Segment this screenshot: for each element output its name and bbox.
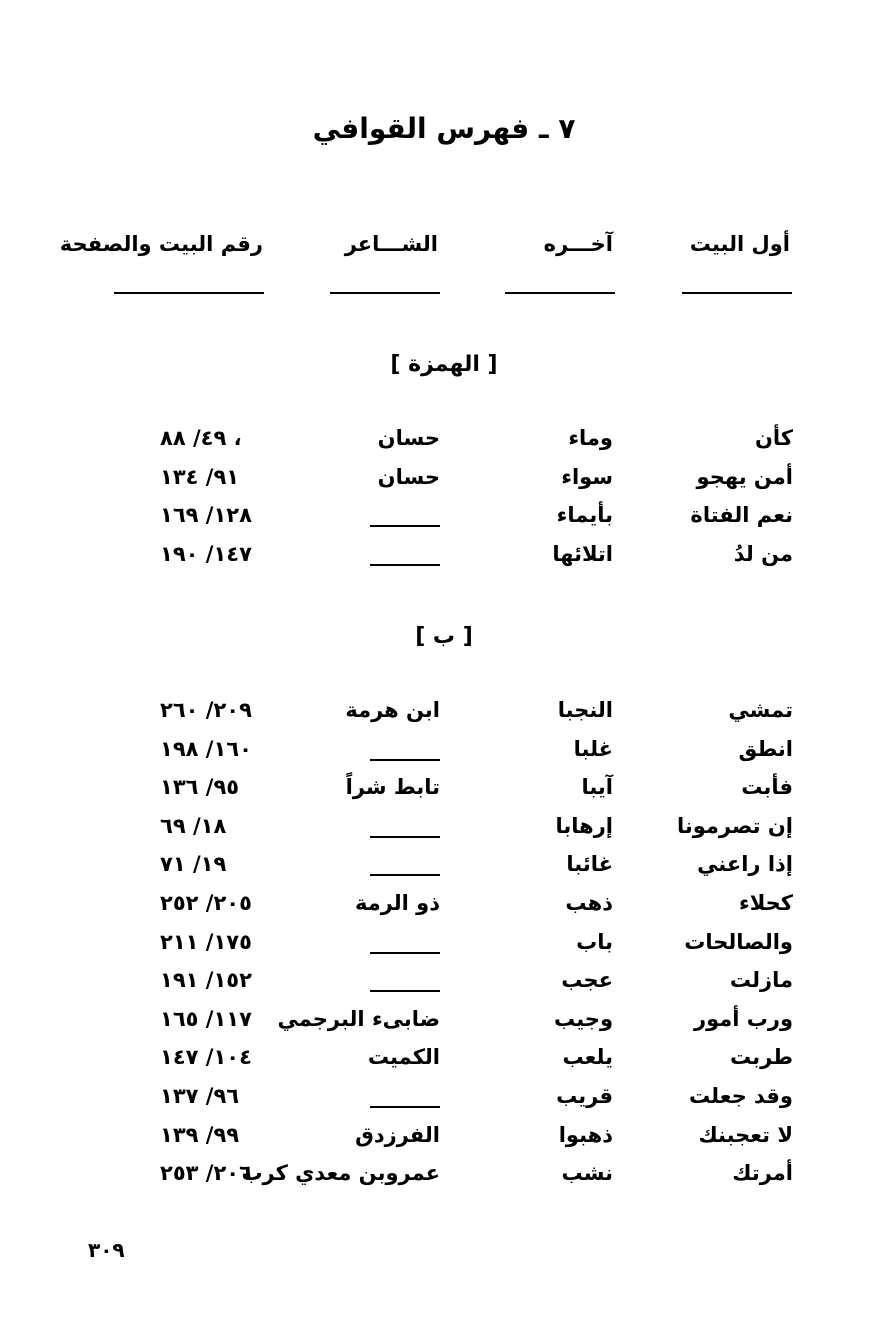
poet-name: حسان <box>377 464 440 489</box>
verse-start: والصالحات <box>684 929 793 954</box>
index-row <box>0 737 888 775</box>
verse-start: إن تصرمونا <box>676 813 793 838</box>
verse-end: غلبا <box>573 736 613 761</box>
poet-unknown-dash <box>370 836 440 838</box>
verse-end: وماء <box>568 426 613 450</box>
verse-start: كحلاء <box>738 891 793 915</box>
verse-end: قريب <box>556 1084 613 1108</box>
verse-page-ref: ٩٦/ ١٣٧ <box>160 1084 240 1108</box>
verse-page-ref: ٤٩/ ٨٨ ، <box>160 426 242 450</box>
verse-page-ref: ١٧٥/ ٢١١ <box>160 929 252 954</box>
verse-page-ref: ١٠٤/ ١٤٧ <box>160 1045 252 1070</box>
poet-unknown-dash <box>370 990 440 992</box>
verse-end: النجبا <box>557 698 613 722</box>
index-row <box>0 465 888 503</box>
section-heading: [ ب ] <box>415 624 473 649</box>
verse-page-ref: ٢٠٩/ ٢٦٠ <box>160 698 252 722</box>
index-row <box>0 542 888 580</box>
verse-end: عجب <box>561 968 613 993</box>
verse-page-ref: ٢٠٦/ ٢٥٣ <box>160 1161 252 1186</box>
poet-name: ابن هرمة <box>345 698 440 722</box>
verse-start: من لدُ <box>733 541 793 566</box>
index-row <box>0 426 888 464</box>
header-underline-first <box>682 292 792 294</box>
header-end-of-verse: آخـــره <box>543 232 613 256</box>
verse-start: أمن يهجو <box>696 464 793 489</box>
verse-start: انطق <box>738 736 793 761</box>
index-row <box>0 814 888 852</box>
poet-name: ذو الرمة <box>354 891 440 915</box>
poet-name: الكميت <box>367 1045 440 1070</box>
verse-end: آيبا <box>581 775 613 800</box>
verse-end: بأيماء <box>556 503 613 528</box>
index-row <box>0 698 888 736</box>
index-row <box>0 1007 888 1045</box>
verse-start: كأن <box>754 426 793 450</box>
poet-unknown-dash <box>370 952 440 954</box>
verse-page-ref: ١٨/ ٦٩ <box>160 813 227 838</box>
page-title: ٧ ـ فهرس القوافي <box>312 112 576 145</box>
header-verse-and-page: رقم البيت والصفحة <box>59 232 263 256</box>
poet-name: ضابىء البرجمي <box>277 1006 440 1031</box>
verse-end: باب <box>576 929 613 954</box>
header-first-of-verse: أول البيت <box>689 232 790 256</box>
verse-start: فأبت <box>741 775 793 800</box>
verse-end: ذهب <box>565 891 613 915</box>
verse-page-ref: ٩٩/ ١٣٩ <box>160 1122 240 1147</box>
poet-unknown-dash <box>370 759 440 761</box>
header-underline-poet <box>330 292 440 294</box>
poet-unknown-dash <box>370 1106 440 1108</box>
header-underline-ref <box>114 292 264 294</box>
poet-unknown-dash <box>370 874 440 876</box>
verse-end: وجيب <box>554 1006 613 1031</box>
verse-page-ref: ٩١/ ١٣٤ <box>160 464 240 489</box>
index-row <box>0 852 888 890</box>
header-underline-last <box>505 292 615 294</box>
poet-unknown-dash <box>370 525 440 527</box>
header-poet: الشـــاعر <box>344 232 438 256</box>
verse-start: تمشي <box>728 698 793 722</box>
verse-end: اتلائها <box>552 541 613 566</box>
index-row <box>0 1123 888 1161</box>
index-row <box>0 1161 888 1199</box>
verse-page-ref: ٩٥/ ١٣٦ <box>160 775 240 800</box>
verse-start: إذا راعني <box>697 852 793 877</box>
verse-start: ورب أمور <box>693 1006 793 1031</box>
index-row <box>0 1084 888 1122</box>
verse-start: لا تعجبنك <box>698 1122 793 1147</box>
verse-end: غائبا <box>566 852 613 877</box>
poet-unknown-dash <box>370 564 440 566</box>
verse-page-ref: ١٤٧/ ١٩٠ <box>160 541 252 566</box>
poet-name: عمروبن معدي كرب <box>241 1161 440 1186</box>
poet-name: حسان <box>377 426 440 450</box>
verse-page-ref: ١٢٨/ ١٦٩ <box>160 503 252 528</box>
page-number: ٣٠٩ <box>88 1238 125 1262</box>
verse-end: يلعب <box>562 1045 613 1070</box>
verse-page-ref: ٢٠٥/ ٢٥٢ <box>160 891 252 915</box>
verse-end: نشب <box>561 1161 613 1186</box>
verse-start: وقد جعلت <box>688 1084 793 1108</box>
verse-start: أمرتك <box>732 1161 793 1186</box>
verse-start: طربت <box>730 1045 793 1070</box>
verse-end: ذهبوا <box>558 1122 613 1147</box>
section-heading: [ الهمزة ] <box>390 352 498 377</box>
poet-name: تابط شراً <box>345 775 440 800</box>
verse-page-ref: ١٦٠/ ١٩٨ <box>160 736 252 761</box>
index-row <box>0 968 888 1006</box>
index-row <box>0 1045 888 1083</box>
poet-name: الفرزدق <box>355 1122 440 1147</box>
verse-end: سواء <box>561 464 613 489</box>
verse-start: نعم الفتاة <box>690 503 793 528</box>
index-row <box>0 930 888 968</box>
index-row <box>0 775 888 813</box>
index-row <box>0 503 888 541</box>
verse-page-ref: ١٩/ ٧١ <box>160 852 227 877</box>
verse-end: إرهابا <box>555 813 613 838</box>
index-row <box>0 891 888 929</box>
verse-page-ref: ١٥٢/ ١٩١ <box>160 968 252 993</box>
verse-page-ref: ١١٧/ ١٦٥ <box>160 1006 252 1031</box>
verse-start: مازلت <box>729 968 793 993</box>
